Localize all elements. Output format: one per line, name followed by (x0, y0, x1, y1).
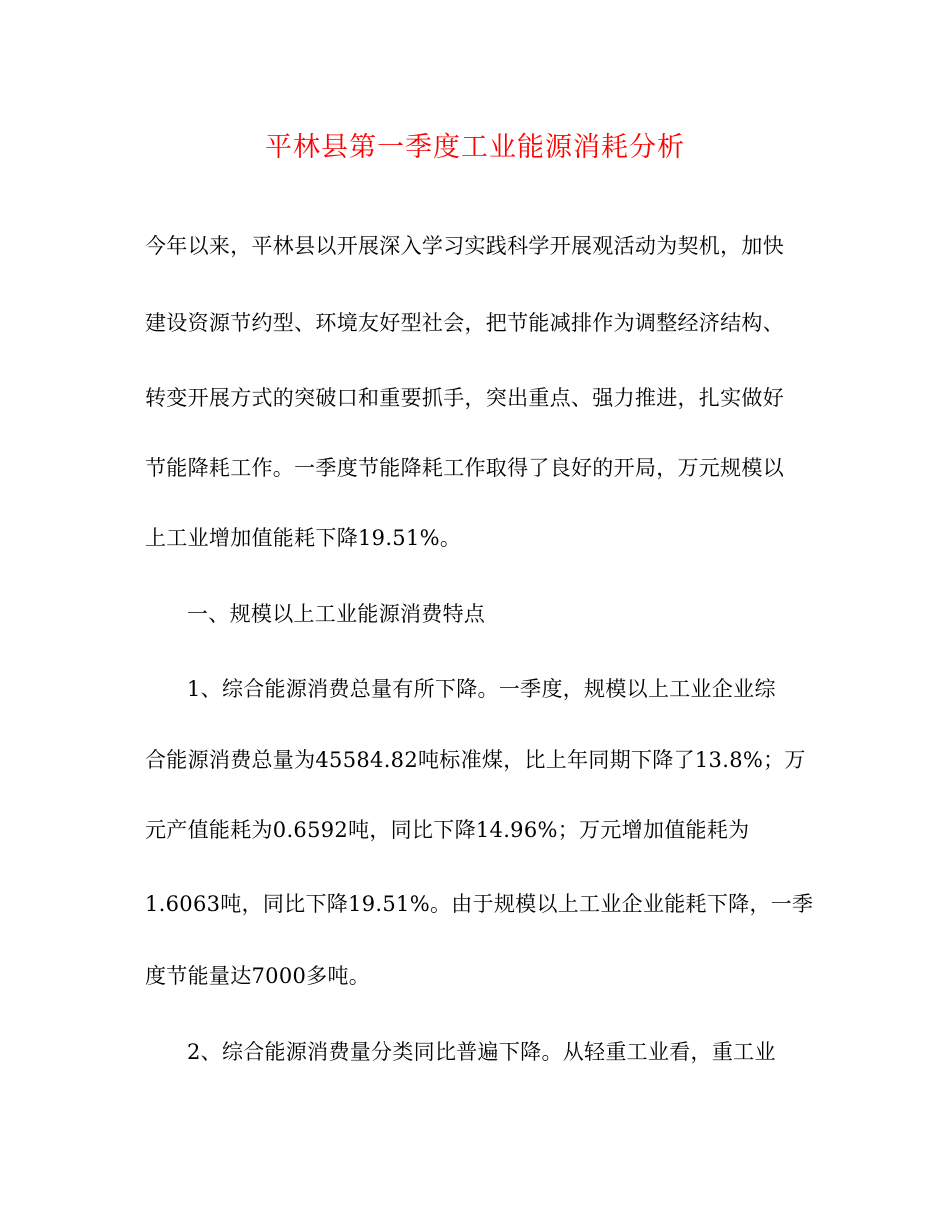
paragraph-line: 转变开展方式的突破口和重要抓手，突出重点、强力推进，扎实做好 (145, 386, 784, 410)
paragraph-line: 1.6063吨，同比下降19.51%。由于规模以上工业企业能耗下降，一季 (145, 892, 814, 916)
paragraph-line: 2、综合能源消费量分类同比普遍下降。从轻重工业看，重工业 (187, 1040, 776, 1064)
paragraph-line: 1、综合能源消费总量有所下降。一季度，规模以上工业企业综 (187, 677, 776, 701)
paragraph-line: 度节能量达7000多吨。 (145, 964, 371, 988)
paragraph-line: 今年以来，平林县以开展深入学习实践科学开展观活动为契机，加快 (145, 234, 784, 258)
paragraph-line: 建设资源节约型、环境友好型社会，把节能减排作为调整经济结构、 (145, 311, 784, 335)
paragraph-line: 上工业增加值能耗下降19.51%。 (145, 526, 462, 550)
paragraph-line: 元产值能耗为0.6592吨，同比下降14.96%；万元增加值能耗为 (145, 818, 750, 842)
section-heading: 一、规模以上工业能源消费特点 (187, 602, 486, 626)
paragraph-line: 合能源消费总量为45584.82吨标准煤，比上年同期下降了13.8%；万 (145, 748, 806, 772)
document-title: 平林县第一季度工业能源消耗分析 (265, 132, 685, 163)
paragraph-line: 节能降耗工作。一季度节能降耗工作取得了良好的开局，万元规模以 (145, 456, 784, 480)
